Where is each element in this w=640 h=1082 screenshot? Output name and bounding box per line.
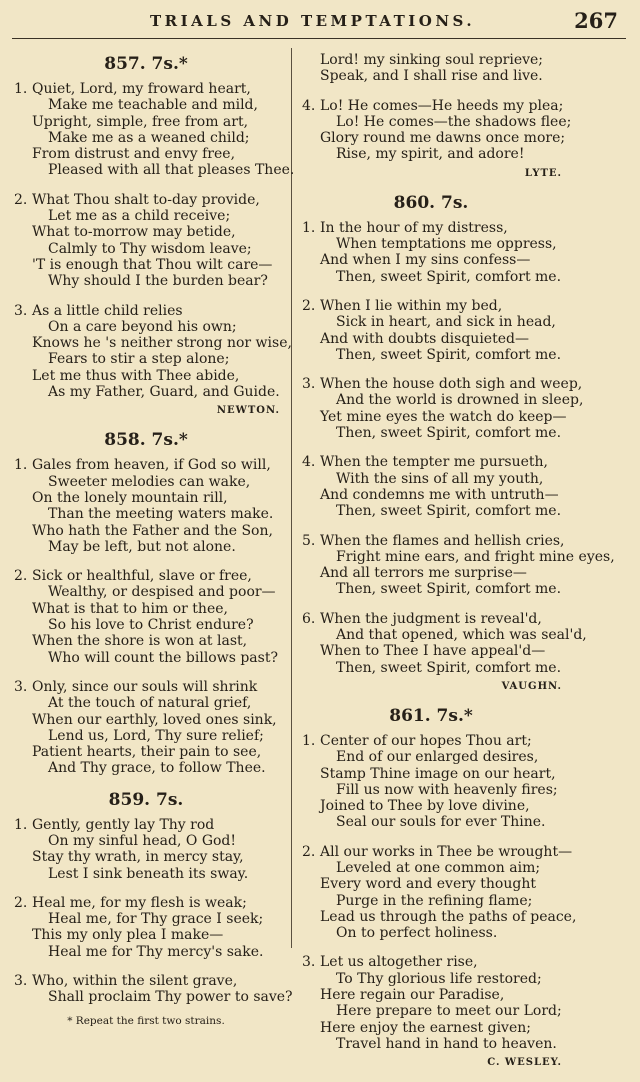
stanza-number: 2. [14,568,28,585]
hymn-author: LYTE. [524,167,562,179]
verse-line: Make me as a weaned child; [48,129,250,146]
verse-line: May be left, but not alone. [48,538,236,555]
stanza-number: 2. [302,843,316,860]
stanza-number: 3. [14,302,28,319]
stanza [300,532,615,598]
stanza [300,954,562,1052]
verse-line: Rise, my spirit, and adore! [336,146,525,163]
verse-line: Then, sweet Spirit, comfort me. [336,503,562,520]
verse-line: Speak, and I shall rise and live. [320,68,543,85]
verse-line: Heal me for Thy mercy's sake. [48,943,264,960]
verse-line: On my sinful head, O God! [48,832,237,849]
verse-line: Lo! He comes—He heeds my plea; [320,97,564,114]
verse-line: Wealthy, or despised and poor— [48,584,276,601]
column-divider [291,48,292,948]
verse-line: Heal me, for my flesh is weak; [32,894,247,911]
header-rule [12,38,626,39]
stanza-number: 2. [302,297,316,314]
verse-line: Here enjoy the earnest given; [320,1019,531,1036]
verse-line: Yet mine eyes the watch do keep— [320,408,567,425]
hymn [300,192,615,692]
verse-line: When our earthly, loved ones sink, [32,711,277,728]
verse-line: And condemns me with untruth— [320,486,559,503]
verse-line: Heal me, for Thy grace I seek; [48,911,264,928]
running-title: TRIALS AND TEMPTATIONS. [150,12,476,30]
verse-line: Gently, gently lay Thy rod [32,816,215,833]
verse-line: And when I my sins confess— [320,252,531,269]
verse-line: At the touch of natural grief, [48,695,252,712]
verse-line: And all terrors me surprise— [320,565,527,582]
verse-line: Pleased with all that pleases Thee. [48,162,295,179]
verse-line: Fill us now with heavenly fires; [336,781,558,798]
verse-line: Let us altogether rise, [320,954,478,971]
verse-line: What to-morrow may betide, [32,224,236,241]
verse-line: Quiet, Lord, my froward heart, [32,81,251,97]
verse-line: Joined to Thee by love divine, [320,798,530,815]
verse-line: Calmly to Thy wisdom leave; [48,240,252,257]
footnote: * Repeat the first two strains. [67,1014,225,1027]
stanza [300,733,562,831]
stanza [12,817,280,882]
stanza [12,679,280,777]
verse-line: Lest I sink beneath its sway. [48,865,249,882]
verse-line: Then, sweet Spirit, comfort me. [336,346,562,363]
verse-line: And with doubts disquieted— [320,330,529,347]
verse-line: 'T is enough that Thou wilt care— [32,256,273,273]
verse-line: Than the meeting waters make. [48,506,274,523]
verse-line: Make me teachable and mild, [48,97,258,114]
verse-line: Fears to stir a step alone; [48,351,230,368]
right-column [300,52,615,1082]
verse-line: And that opened, which was seal'd, [336,627,587,644]
verse-line: Lead us through the paths of peace, [320,908,577,925]
verse-line: Then, sweet Spirit, comfort me. [336,425,562,442]
stanza-number: 6. [302,610,316,627]
verse-line: To Thy glorious life restored; [336,970,542,987]
page-number: 267 [574,8,618,33]
stanza [300,97,572,163]
verse-line: As my Father, Guard, and Guide. [48,384,280,401]
verse-line: Leveled at one common aim; [336,859,541,876]
stanza-number: 3. [14,678,28,695]
verse-line: Seal our souls for ever Thine. [336,814,546,831]
verse-line: When I lie within my bed, [320,297,503,314]
verse-line: When the flames and hellish cries, [320,532,565,549]
stanza-number: 3. [14,973,28,990]
stanza [300,843,577,942]
stanza-number: 4. [302,97,316,114]
stanza [12,457,280,555]
verse-line: Fright mine ears, and fright mine eyes, [336,548,615,565]
stanza [12,192,280,290]
verse-line: Then, sweet Spirit, comfort me. [336,659,562,676]
hymn [12,789,293,1006]
verse-line: When the house doth sigh and weep, [320,376,583,393]
hymn-heading: 861. 7s.* [389,705,473,726]
stanza [300,298,562,363]
hymn-heading: 858. 7s.* [104,430,188,451]
verse-line: All our works in Thee be wrought— [320,843,573,860]
verse-line: Shall proclaim Thy power to save? [48,989,293,1006]
verse-line: Here prepare to meet our Lord; [336,1003,562,1020]
stanza-number: 1. [302,219,316,236]
verse-line: Purge in the refining flame; [336,892,533,909]
hymn-author: NEWTON. [216,405,280,417]
stanza-number: 1. [14,81,28,97]
verse-line: End of our enlarged desires, [336,749,539,766]
stanza [300,610,587,676]
verse-line: When temptations me oppress, [336,236,557,253]
verse-line: Let me as a child receive; [48,208,231,225]
stanza-number: 1. [14,457,28,474]
stanza [12,973,293,1006]
verse-line: Every word and every thought [320,876,536,893]
verse-line: Lo! He comes—the shadows flee; [336,113,572,130]
verse-line: So his love to Christ endure? [48,617,254,634]
hymn [12,54,295,417]
verse-line: From distrust and envy free, [32,146,236,163]
stanza [12,568,280,666]
verse-line: Patient hearts, their pain to see, [32,744,262,761]
verse-line: And Thy grace, to follow Thee. [48,760,266,777]
verse-line: Who will count the billows past? [48,649,278,666]
stanza [12,895,280,960]
verse-line: With the sins of all my youth, [336,470,544,487]
verse-line: When the shore is won at last, [32,633,248,650]
verse-line: Lend us, Lord, Thy sure relief; [48,727,264,744]
hymn [300,705,577,1069]
hymn-heading: 859. 7s. [108,789,184,810]
verse-line: Travel hand in hand to heaven. [336,1035,557,1052]
verse-line: Then, sweet Spirit, comfort me. [336,581,562,598]
stanza-number: 5. [302,532,316,549]
verse-line: Sick or healthful, slave or free, [32,568,252,585]
verse-line: Stamp Thine image on our heart, [320,765,556,782]
verse-line: When the judgment is reveal'd, [320,610,542,627]
stanza [300,220,562,285]
verse-line: Glory round me dawns once more; [320,130,566,147]
verse-line: Center of our hopes Thou art; [320,732,532,749]
verse-line: What is that to him or thee, [32,600,228,617]
verse-line: Who, within the silent grave, [32,973,238,990]
verse-line: Only, since our souls will shrink [32,678,258,695]
verse-line: Who hath the Father and the Son, [32,522,273,539]
stanza-number: 2. [14,191,28,208]
stanza [12,302,292,401]
verse-line: Upright, simple, free from art, [32,113,249,130]
hymn-author: VAUGHN. [501,680,562,692]
stanza [300,376,584,442]
verse-line: Stay thy wrath, in mercy stay, [32,849,244,866]
verse-line: When to Thee I have appeal'd— [320,643,546,660]
hymn [12,430,280,776]
verse-line: Sweeter melodies can wake, [48,473,251,490]
verse-line: Let me thus with Thee abide, [32,367,240,384]
stanza-number: 4. [302,454,316,471]
verse-line: And the world is drowned in sleep, [336,392,584,409]
stanza-number: 1. [302,732,316,749]
verse-line: This my only plea I make— [32,927,224,944]
verse-line: Knows he 's neither strong nor wise, [32,335,292,352]
verse-line: What Thou shalt to-day provide, [32,191,260,208]
verse-line: When the tempter me pursueth, [320,454,548,471]
verse-line: On to perfect holiness. [336,925,498,942]
verse-line: Here regain our Paradise, [320,987,505,1004]
left-column [12,52,295,1027]
hymn-author: C. WESLEY. [487,1057,562,1069]
verse-line: As a little child relies [32,302,183,319]
stanza [300,454,562,519]
stanza-number: 3. [302,954,316,971]
stanza [12,81,295,179]
verse-line: In the hour of my distress, [320,219,508,236]
stanza-number: 3. [302,376,316,393]
verse-line: On the lonely mountain rill, [32,489,228,506]
verse-line: Lord! my sinking soul reprieve; [320,52,544,68]
verse-line: Then, sweet Spirit, comfort me. [336,268,562,285]
stanza-number: 2. [14,894,28,911]
stanza-number: 1. [14,816,28,833]
verse-line: On a care beyond his own; [48,318,237,335]
continued-stanza [300,52,562,85]
hymn-heading: 860. 7s. [393,192,469,213]
verse-line: Gales from heaven, if God so will, [32,457,271,474]
verse-line: Why should I the burden bear? [48,273,268,290]
hymn-heading: 857. 7s.* [104,54,188,74]
continued-hymn [300,52,572,179]
verse-line: Sick in heart, and sick in head, [336,314,556,331]
